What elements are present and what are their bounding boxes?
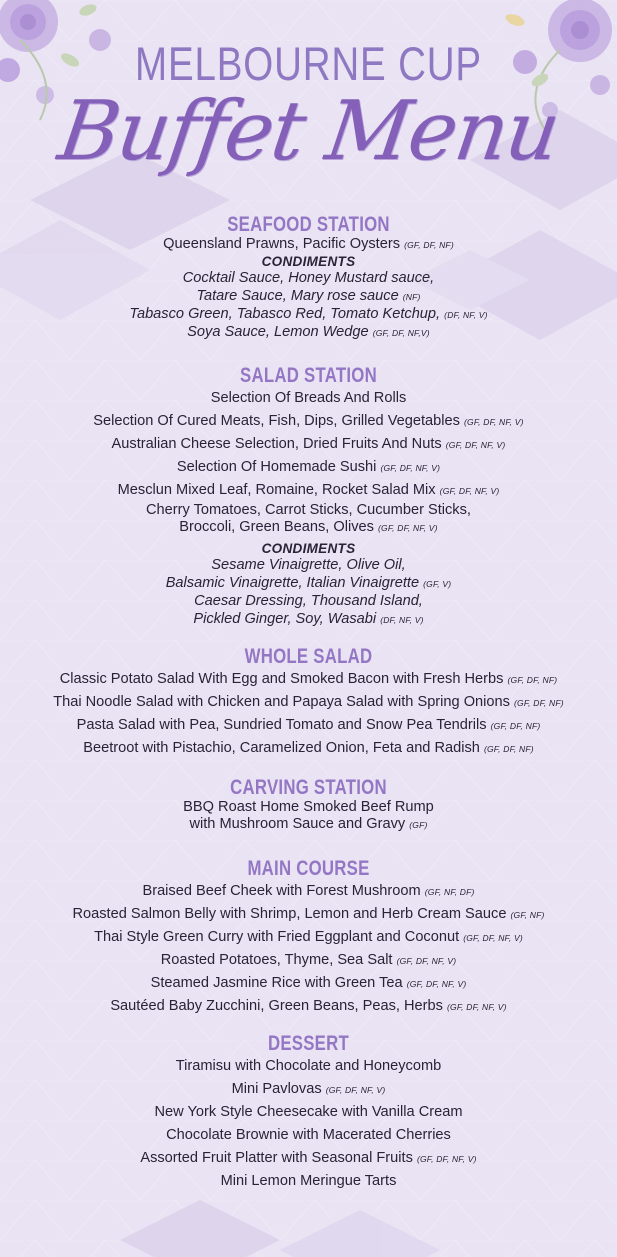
menu-title-top: MELBOURNE CUP — [135, 37, 482, 90]
menu-item: Classic Potato Salad With Egg and Smoked Bacon with Fresh Herbs (GF, DF, NF) — [59, 671, 558, 687]
section-title: MAIN COURSE — [247, 857, 370, 880]
condiment-line: Tatare Sauce, Mary rose sauce (NF) — [196, 288, 421, 304]
condiment-line: Sesame Vinaigrette, Olive Oil, — [211, 557, 406, 573]
menu-item-line: BBQ Roast Home Smoked Beef Rump — [183, 799, 434, 815]
menu-item: Sautéed Baby Zucchini, Green Beans, Peas, Herbs (GF, DF, NF, V) — [110, 998, 507, 1014]
menu-item: Chocolate Brownie with Macerated Cherries — [166, 1127, 451, 1143]
menu-item: Roasted Salmon Belly with Shrimp, Lemon and Herb Cream Sauce (GF, NF) — [72, 906, 545, 922]
whole-salad-section — [0, 646, 617, 760]
menu-item: Mini Pavlovas (GF, DF, NF, V) — [231, 1081, 386, 1097]
main-course-section — [0, 858, 617, 1018]
menu-item: Pasta Salad with Pea, Sundried Tomato and Snow Pea Tendrils (GF, DF, NF) — [76, 717, 541, 733]
menu-item: Thai Noodle Salad with Chicken and Papaya Salad with Spring Onions (GF, DF, NF) — [53, 694, 564, 710]
condiment-line: Pickled Ginger, Soy, Wasabi (DF, NF, V) — [193, 611, 424, 627]
condiment-line: Tabasco Green, Tabasco Red, Tomato Ketchup, (DF, NF, V) — [129, 306, 488, 322]
section-title: WHOLE SALAD — [244, 645, 373, 668]
menu-item-line: with Mushroom Sauce and Gravy (GF) — [189, 816, 428, 832]
menu-item-line: Cherry Tomatoes, Carrot Sticks, Cucumber Sticks, — [146, 502, 471, 518]
dessert-section — [0, 1033, 617, 1193]
menu-item: Selection Of Cured Meats, Fish, Dips, Grilled Vegetables (GF, DF, NF, V) — [93, 413, 524, 429]
section-title: DESSERT — [267, 1032, 350, 1055]
menu-item-line: Broccoli, Green Beans, Olives (GF, DF, NF, V) — [179, 519, 438, 535]
menu-item: Beetroot with Pistachio, Caramelized Onion, Feta and Radish (GF, DF, NF) — [83, 740, 534, 756]
menu-item: Steamed Jasmine Rice with Green Tea (GF, DF, NF, V) — [150, 975, 467, 991]
section-title: SALAD STATION — [240, 364, 377, 387]
menu-item: Braised Beef Cheek with Forest Mushroom (GF, NF, DF) — [142, 883, 475, 899]
section-title: CARVING STATION — [230, 776, 387, 799]
menu-item: New York Style Cheesecake with Vanilla Cream — [154, 1104, 463, 1120]
menu-title-script: Buffet Menu — [53, 84, 564, 179]
carving-station-section — [0, 777, 617, 834]
menu-item: Thai Style Green Curry with Fried Eggplant and Coconut (GF, DF, NF, V) — [94, 929, 523, 945]
menu-item: Roasted Potatoes, Thyme, Sea Salt (GF, DF, NF, V) — [160, 952, 457, 968]
menu-item: Tiramisu with Chocolate and Honeycomb — [175, 1058, 442, 1074]
condiment-line: Balsamic Vinaigrette, Italian Vinaigrette (GF, V) — [165, 575, 452, 591]
menu-item: Selection Of Breads And Rolls — [210, 390, 407, 406]
section-title: SEAFOOD STATION — [227, 213, 390, 236]
menu-item: Assorted Fruit Platter with Seasonal Fruits (GF, DF, NF, V) — [140, 1150, 477, 1166]
menu-item: Mesclun Mixed Leaf, Romaine, Rocket Salad Mix (GF, DF, NF, V) — [117, 482, 500, 498]
seafood-station-section — [0, 214, 617, 342]
condiments-label: CONDIMENTS — [261, 254, 356, 269]
condiment-line: Soya Sauce, Lemon Wedge (GF, DF, NF,V) — [187, 324, 430, 340]
menu-item: Queensland Prawns, Pacific Oysters (GF, DF, NF) — [163, 236, 454, 252]
condiment-line: Cocktail Sauce, Honey Mustard sauce, — [182, 270, 435, 286]
menu-item: Mini Lemon Meringue Tarts — [220, 1173, 397, 1189]
salad-station-section — [0, 365, 617, 629]
condiment-line: Caesar Dressing, Thousand Island, — [194, 593, 423, 609]
menu-item: Selection Of Homemade Sushi (GF, DF, NF, V) — [176, 459, 441, 475]
condiments-label: CONDIMENTS — [261, 541, 356, 556]
menu-item: Australian Cheese Selection, Dried Fruits And Nuts (GF, DF, NF, V) — [111, 436, 506, 452]
